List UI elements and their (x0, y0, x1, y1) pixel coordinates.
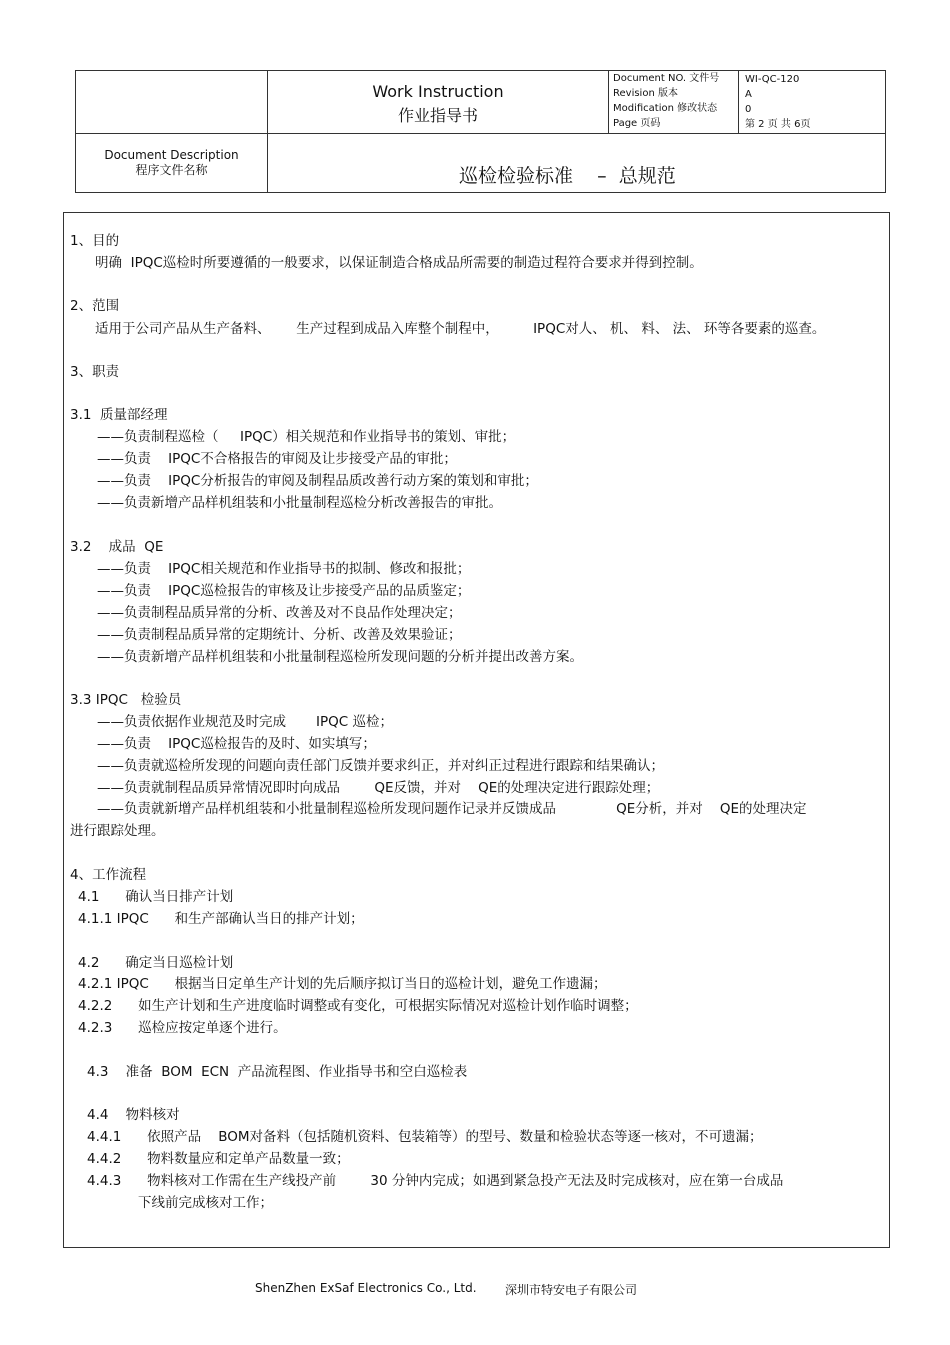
body-line: ——负责 IPQC巡检报告的及时、如实填写； (97, 736, 376, 752)
body-line: 4.4.2 物料数量应和定单产品数量一致； (87, 1151, 350, 1167)
subsection-heading: 3.2 成品 QE (70, 539, 164, 555)
body-line: ——负责新增产品样机组装和小批量制程巡检分析改善报告的审批。 (97, 495, 502, 511)
header-divider (608, 70, 609, 133)
meta-value-revision: A (745, 89, 752, 100)
doc-title: 巡检检验标准 – 总规范 (459, 165, 676, 187)
body-line: ——负责制程品质异常的定期统计、分析、改善及效果验证； (97, 627, 462, 643)
header-divider (738, 70, 739, 133)
section-heading: 2、范围 (70, 298, 120, 314)
body-line: ——负责就制程品质异常情况即时向成品 QE反馈，并对 QE的处理决定进行跟踪处理； (97, 780, 660, 796)
body-line: ——负责 IPQC分析报告的审阅及制程品质改善行动方案的策划和审批； (97, 473, 538, 489)
body-line: 4.2.1 IPQC 根据当日定单生产计划的先后顺序拟订当日的巡检计划，避免工作遗漏； (78, 976, 607, 992)
meta-label-revision: Revision 版本 (613, 88, 678, 99)
meta-value-doc-no: WI-QC-120 (745, 74, 800, 85)
subsection-heading: 4.2 确定当日巡检计划 (78, 955, 234, 971)
doc-type-cn: 作业指导书 (397, 106, 478, 125)
body-line: ——负责依据作业规范及时完成 IPQC 巡检； (97, 714, 394, 730)
body-line: 4.4.3 物料核对工作需在生产线投产前 30 分钟内完成；如遇到紧急投产无法及时完成核对，应在第一台成品 (87, 1173, 784, 1189)
section-heading: 3、职责 (70, 364, 120, 380)
body-line: ——负责 IPQC不合格报告的审阅及让步接受产品的审批； (97, 451, 457, 467)
meta-label-page: Page 页码 (613, 118, 661, 129)
body-line: 4.4.1 依照产品 BOM对备料（包括随机资料、包装箱等）的型号、数量和检验状态等逐一核对，不可遗漏； (87, 1129, 763, 1145)
footer-company-en: ShenZhen ExSaf Electronics Co., Ltd. (255, 1281, 477, 1295)
doc-type-en: Work Instruction (372, 82, 504, 101)
subsection-heading: 3.3 IPQC 检验员 (70, 692, 182, 708)
section-heading: 1、目的 (70, 233, 120, 249)
body-line: 4.2.3 巡检应按定单逐个进行。 (78, 1020, 287, 1036)
body-line: 4.1.1 IPQC 和生产部确认当日的排产计划； (78, 911, 364, 927)
body-line: ——负责制程品质异常的分析、改善及对不良品作处理决定； (97, 605, 462, 621)
header-divider (75, 133, 886, 134)
body-line: ——负责就新增产品样机组装和小批量制程巡检所发现问题作记录并反馈成品 QE分析，并对 QE的处理决定 (97, 801, 807, 817)
subsection-heading: 3.1 质量部经理 (70, 407, 168, 423)
meta-label-doc-no: Document NO. 文件号 (613, 73, 720, 84)
subsection-heading: 4.4 物料核对 (87, 1107, 180, 1123)
body-line: 4.2.2 如生产计划和生产进度临时调整或有变化，可根据实际情况对巡检计划作临时调整； (78, 998, 638, 1014)
body-line: ——负责 IPQC相关规范和作业指导书的拟制、修改和报批； (97, 561, 471, 577)
doc-description-label-en: Document Description (104, 148, 239, 162)
doc-description-label-cn: 程序文件名称 (135, 163, 208, 177)
body-line: 适用于公司产品从生产备料、 生产过程到成品入库整个制程中， IPQC对人、 机、 料、 法、 环等各要素的巡查。 (95, 321, 826, 337)
body-line: 明确 IPQC巡检时所要遵循的一般要求，以保证制造合格成品所需要的制造过程符合要求并得到控制。 (95, 255, 703, 271)
meta-labels (613, 71, 719, 131)
body-line: ——负责就巡检所发现的问题向责任部门反馈并要求纠正，并对纠正过程进行跟踪和结果确认； (97, 758, 664, 774)
body-line: ——负责制程巡检（ IPQC）相关规范和作业指导书的策划、审批； (97, 429, 516, 445)
subsection-heading: 4.1 确认当日排产计划 (78, 889, 234, 905)
body-line: 下线前完成核对工作； (138, 1195, 273, 1211)
subsection-heading: 4.3 准备 BOM ECN 产品流程图、作业指导书和空白巡检表 (87, 1064, 468, 1080)
footer-company-cn: 深圳市特安电子有限公司 (505, 1283, 638, 1297)
doc-description-label (76, 148, 267, 178)
body-line: ——负责 IPQC巡检报告的审核及让步接受产品的品质鉴定； (97, 583, 471, 599)
section-heading: 4、工作流程 (70, 867, 147, 883)
body-line: ——负责新增产品样机组装和小批量制程巡检所发现问题的分析并提出改善方案。 (97, 649, 583, 665)
meta-label-modification: Modification 修改状态 (613, 103, 718, 114)
meta-value-modification: 0 (745, 104, 752, 115)
body-line: 进行跟踪处理。 (70, 823, 165, 839)
meta-values (745, 72, 810, 132)
meta-value-page: 第 2 页 共 6页 (745, 119, 811, 130)
